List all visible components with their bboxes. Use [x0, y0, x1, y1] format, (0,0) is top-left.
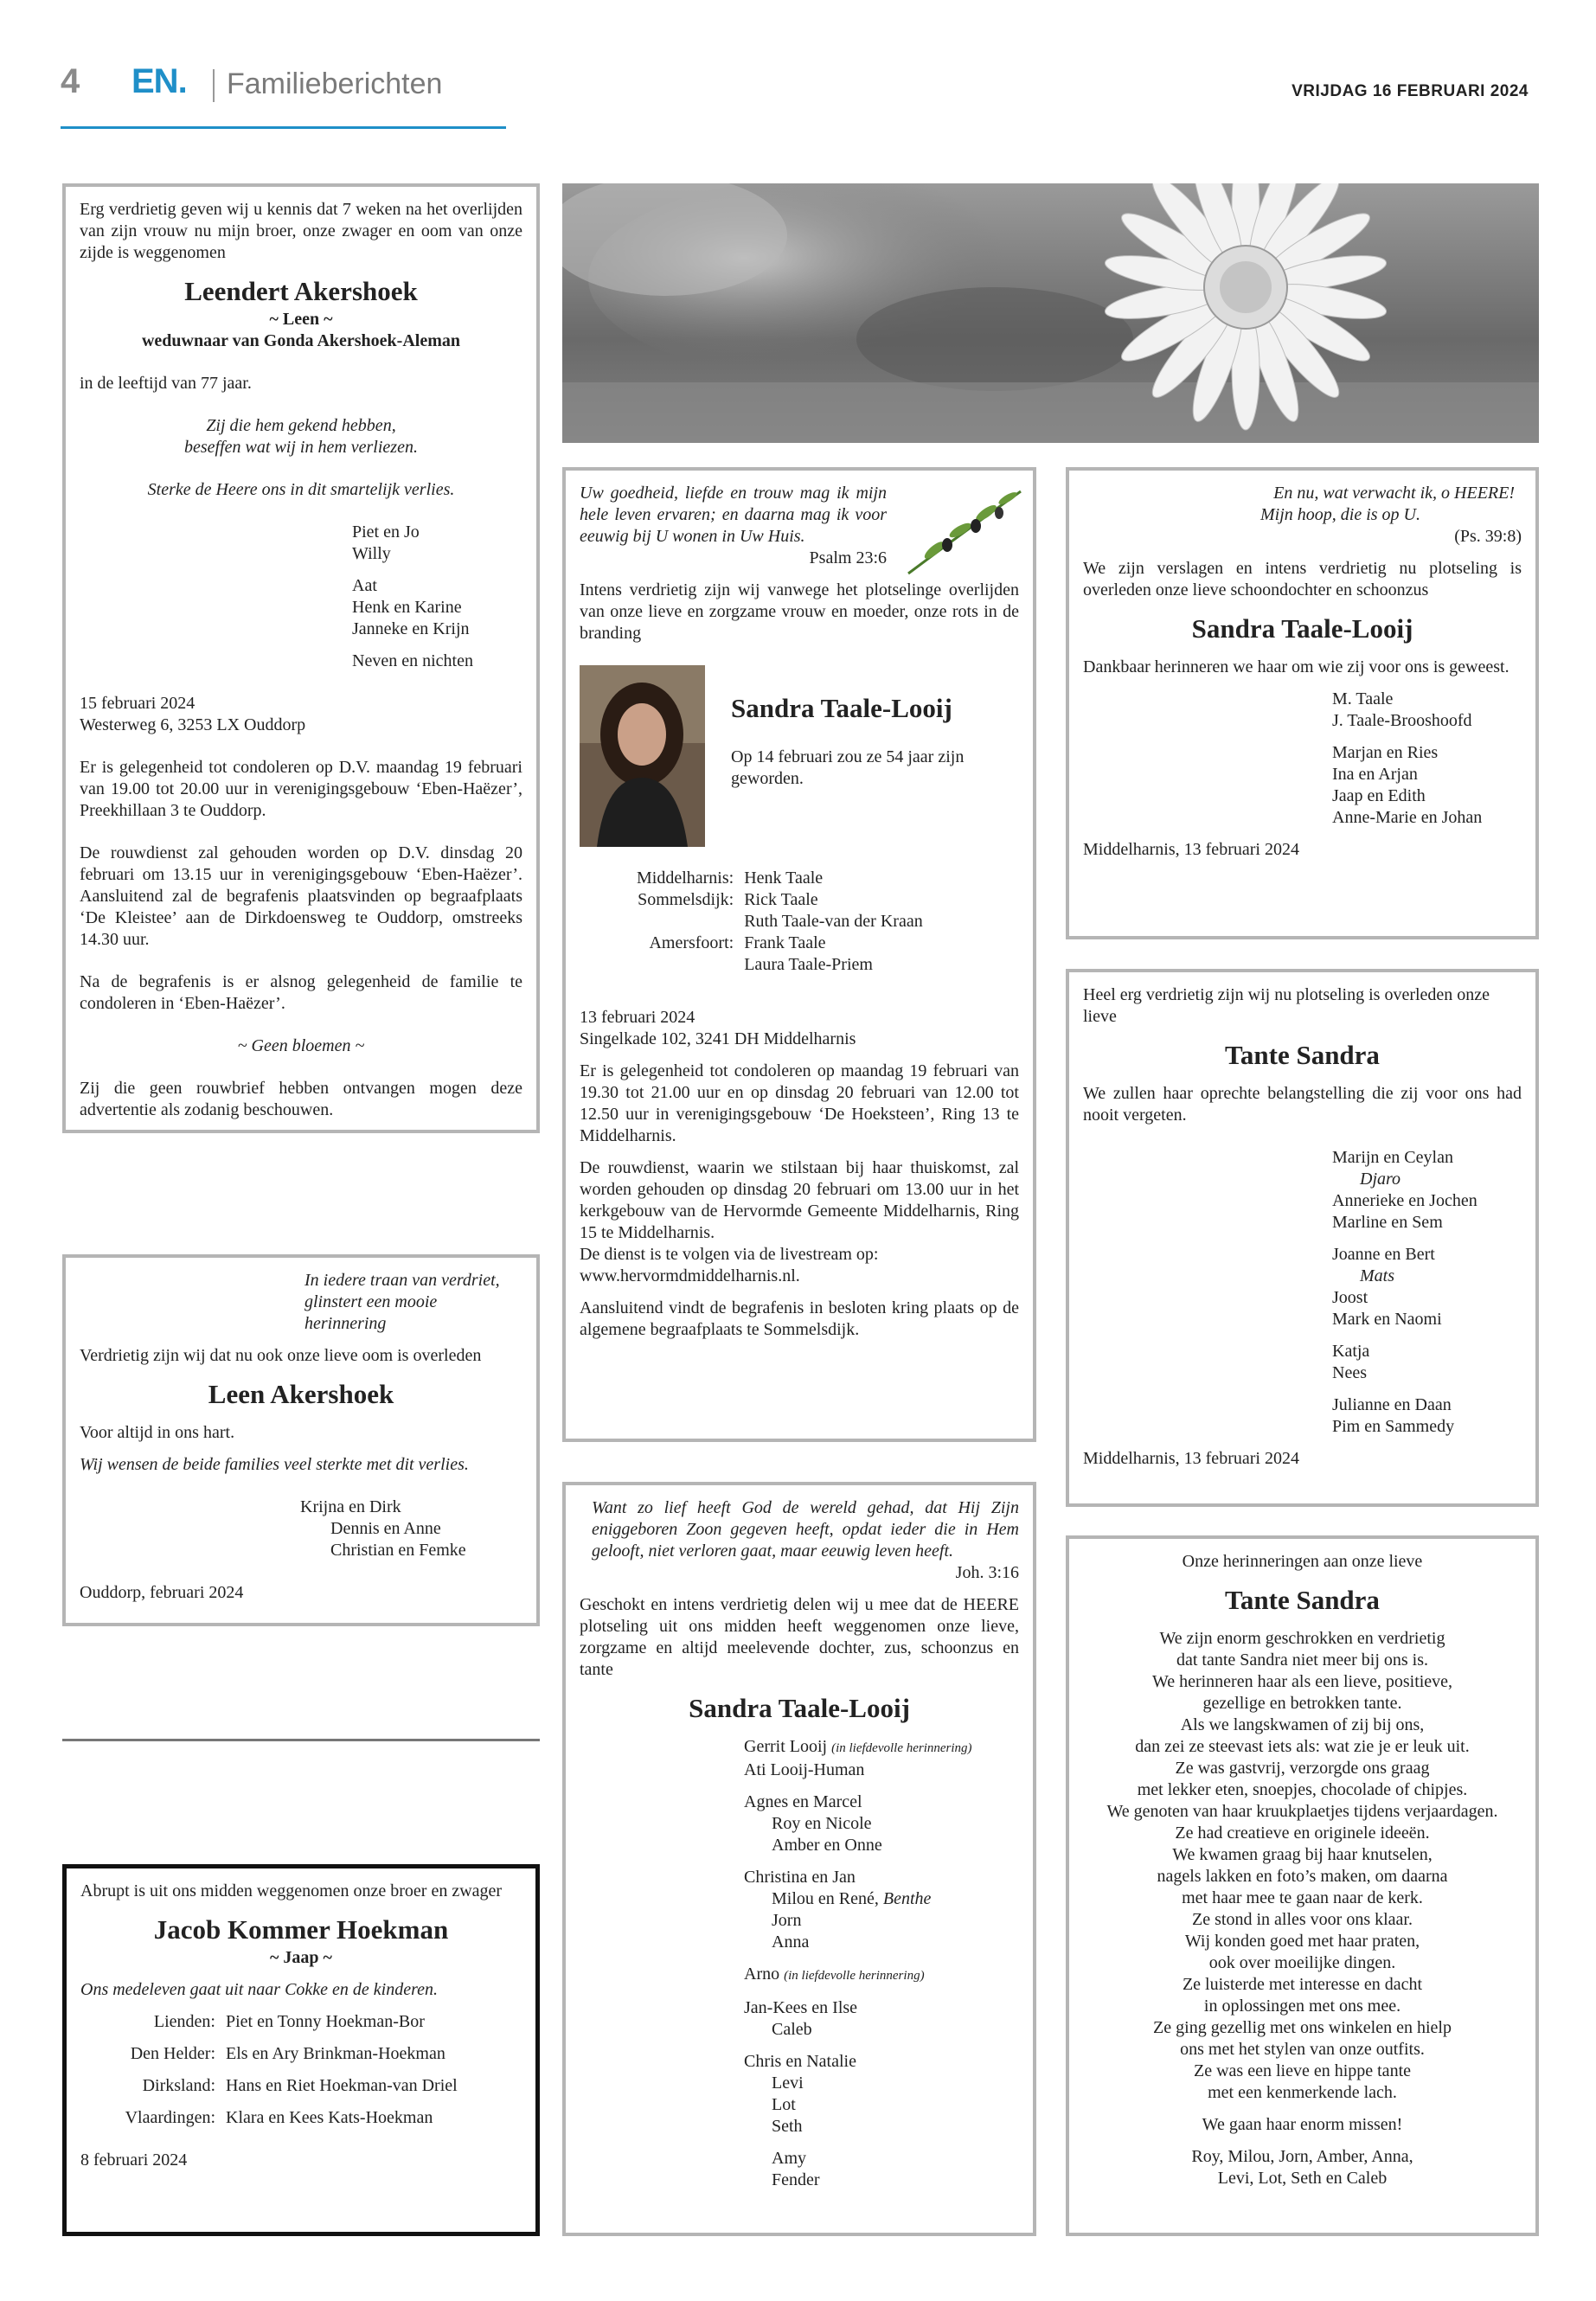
- notice-address: Westerweg 6, 3253 LX Ouddorp: [80, 715, 306, 734]
- family-row: Ruth Taale-van der Kraan: [744, 912, 923, 931]
- family-row: Sommelsdijk: Rick Taale: [638, 890, 818, 909]
- sympathy-line: Ons medeleven gaat uit naar Cokke en de kinderen.: [80, 1980, 439, 1999]
- family-member: Katja: [1332, 1342, 1370, 1361]
- family-member: Pim en Sammedy: [1332, 1417, 1455, 1436]
- poem-line: We kwamen graag bij haar knutselen,: [1172, 1845, 1433, 1864]
- after-text: Na de begrafenis is er alsnog gelegenheid de familie te condoleren in ‘Eben-Haëzer’.: [80, 972, 522, 1013]
- family-member: Arno (in liefdevolle herinnering): [744, 1965, 925, 1984]
- livestream-text: De dienst is te volgen via de livestream op:: [580, 1245, 879, 1264]
- quote-line: Mijn hoop, die is op U.: [1260, 505, 1420, 524]
- notice-text: We zullen haar oprechte belangstelling die zij voor ons had nooit vergeten.: [1083, 1084, 1522, 1125]
- family-member: Ati Looij-Human: [744, 1760, 865, 1779]
- notice-intro: We zijn verslagen en intens verdrietig nu plotseling is overleden onze lieve schoondochter en schoonzus: [1083, 559, 1522, 599]
- family-member: Christina en Jan: [744, 1868, 856, 1887]
- nickname: ~ Jaap ~: [270, 1948, 332, 1967]
- signature: Christian en Femke: [330, 1541, 466, 1560]
- family-table: [631, 868, 928, 976]
- page-number: 4: [61, 62, 80, 100]
- family-member: Willy: [352, 544, 391, 563]
- verse-reference: Psalm 23:6: [809, 548, 887, 567]
- family-table: [115, 2011, 463, 2129]
- poem-line: nagels lakken en foto’s maken, om daarna: [1157, 1867, 1448, 1886]
- family-row: Vlaardingen: Klara en Kees Kats-Hoekman: [125, 2108, 433, 2127]
- deceased-name: Jacob Kommer Hoekman: [153, 1914, 449, 1945]
- deceased-name: Sandra Taale-Looij: [731, 693, 952, 723]
- issue-date: VRIJDAG 16 FEBRUARI 2024: [1292, 82, 1529, 100]
- verse-reference: Joh. 3:16: [955, 1563, 1019, 1582]
- poem-line: Ze was gastvrij, verzorgde ons graag: [1175, 1759, 1430, 1778]
- quote-line: glinstert een mooie herinnering: [304, 1292, 438, 1333]
- family-member: Neven en nichten: [352, 651, 473, 670]
- family-member: Seth: [772, 2117, 803, 2136]
- poem-line: We genoten van haar kruukplaetjes tijdens verjaardagen.: [1106, 1802, 1498, 1821]
- notice-intro: Onze herinneringen aan onze lieve: [1182, 1552, 1423, 1571]
- portrait-photo: [580, 665, 705, 847]
- poem-line: Ze ging gezellig met ons winkelen en hielp: [1153, 2018, 1452, 2037]
- family-member: Joanne en Bert: [1332, 1245, 1435, 1264]
- poem-line: Ze stond in alles voor ons klaar.: [1192, 1910, 1413, 1929]
- deceased-name: Leen Akershoek: [208, 1379, 394, 1409]
- poem-line: Wij konden goed met haar praten,: [1184, 1932, 1420, 1951]
- family-member: Agnes en Marcel: [744, 1792, 862, 1811]
- notice-leen-akershoek: [62, 1254, 540, 1626]
- verse-reference: (Ps. 39:8): [1454, 527, 1522, 546]
- family-member: M. Taale: [1332, 689, 1394, 708]
- notice-text: Voor altijd in ons hart.: [80, 1423, 235, 1442]
- newspaper-logo: EN.: [131, 62, 187, 100]
- signature: Levi, Lot, Seth en Caleb: [1217, 2169, 1388, 2188]
- notice-jacob-hoekman: [62, 1864, 540, 2236]
- family-row: Laura Taale-Priem: [744, 955, 873, 974]
- quote-line: En nu, wat verwacht ik, o HEERE!: [1273, 484, 1515, 503]
- poem-line: Als we langskwamen of zij bij ons,: [1180, 1715, 1425, 1734]
- family-member: Joost: [1332, 1288, 1368, 1307]
- family-member: Nees: [1332, 1363, 1367, 1382]
- poem-line: ons met het stylen van onze outfits.: [1180, 2040, 1425, 2059]
- daisy-image: [562, 183, 1539, 443]
- notice-intro: Abrupt is uit ons midden weggenomen onze broer en zwager: [80, 1881, 503, 1900]
- widower-line: weduwnaar van Gonda Akershoek-Aleman: [141, 331, 461, 350]
- bible-verse: Uw goedheid, liefde en trouw mag ik mijn hele leven ervaren; en daarna mag ik voor eeuwig bij U wonen in Uw Huis.: [580, 484, 887, 546]
- family-member: Fender: [772, 2170, 820, 2189]
- quote-line: In iedere traan van verdriet,: [304, 1271, 500, 1290]
- family-member: Gerrit Looij (in liefdevolle herinnering): [744, 1737, 972, 1756]
- notice-date: 15 februari 2024: [80, 694, 195, 713]
- poem-line: met lekker eten, snoepjes, chocolade of chipjes.: [1137, 1780, 1468, 1799]
- column-divider: [62, 1739, 540, 1741]
- notice-intro: Verdrietig zijn wij dat nu ook onze lieve oom is overleden: [80, 1346, 482, 1365]
- daisy-photo: [562, 183, 1539, 443]
- family-member: Anna: [772, 1932, 810, 1952]
- poem-line: met een kenmerkende lach.: [1208, 2083, 1397, 2102]
- service-text: De rouwdienst zal gehouden worden op D.V. dinsdag 20 februari om 13.15 uur in verenigingsgebouw ‘Eben-Haëzer’. Aansluitend zal de begrafenis plaatsvinden op begraafplaats ‘De Kleistee’ aan de Dirkdoensweg te Ouddorp, omstreeks 14.30 uur.: [80, 843, 522, 949]
- poem-line: in oplossingen met ons mee.: [1203, 1997, 1401, 2016]
- family-row: Middelharnis: Henk Taale: [637, 868, 824, 888]
- poem-line: gezellige en betrokken tante.: [1202, 1694, 1402, 1713]
- no-flowers: ~ Geen bloemen ~: [237, 1036, 365, 1055]
- deceased-name: Sandra Taale-Looij: [689, 1693, 910, 1723]
- quote-line: Zij die hem gekend hebben,: [206, 416, 396, 435]
- poem-line: dat tante Sandra niet meer bij ons is.: [1176, 1650, 1429, 1670]
- livestream-url: www.hervormdmiddelharnis.nl.: [580, 1266, 800, 1285]
- family-member: Henk en Karine: [352, 598, 462, 617]
- notice-text: Wij wensen de beide families veel sterkte met dit verlies.: [80, 1455, 469, 1474]
- poem-line: We herinneren haar als een lieve, positieve,: [1151, 1672, 1453, 1691]
- poem-line: met haar mee te gaan naar de kerk.: [1182, 1888, 1423, 1907]
- place-date: Middelharnis, 13 februari 2024: [1083, 1449, 1299, 1468]
- quote-line: Sterke de Heere ons in dit smartelijk verlies.: [147, 480, 455, 499]
- family-member: Milou en René, Benthe: [772, 1889, 932, 1908]
- notice-address: Singelkade 102, 3241 DH Middelharnis: [580, 1029, 856, 1048]
- place-date: Middelharnis, 13 februari 2024: [1083, 840, 1299, 859]
- poem-line: dan zei ze steevast iets als: wat zie je er leuk uit.: [1135, 1737, 1470, 1756]
- notice-note: Zij die geen rouwbrief hebben ontvangen mogen deze advertentie als zodanig beschouwen.: [80, 1079, 522, 1119]
- family-row: Amersfoort: Frank Taale: [649, 933, 826, 952]
- notice-intro: Geschokt en intens verdrietig delen wij u mee dat de HEERE plotseling uit ons midden heeft weggenomen onze lieve, zorgzame en altijd meelevende dochter, zus, schoonzus en tante: [580, 1595, 1019, 1679]
- family-row: Den Helder: Els en Ary Brinkman-Hoekman: [130, 2044, 445, 2063]
- family-member: Roy en Nicole: [772, 1814, 872, 1833]
- signature: Krijna en Dirk: [300, 1497, 401, 1516]
- family-member: Aat: [352, 576, 377, 595]
- miss-line: We gaan haar enorm missen!: [1202, 2115, 1403, 2134]
- family-member: Amy: [772, 2149, 806, 2168]
- deceased-name: Leendert Akershoek: [184, 276, 418, 306]
- nickname: ~ Leen ~: [269, 310, 333, 329]
- family-member: Marline en Sem: [1332, 1213, 1443, 1232]
- logo-separator: [213, 69, 215, 102]
- family-row: Lienden: Piet en Tonny Hoekman-Bor: [153, 2012, 425, 2031]
- deceased-name: Tante Sandra: [1225, 1040, 1380, 1070]
- notice-sandra-taale-inlaws: [1066, 467, 1539, 939]
- memory-poem: [1083, 1628, 1522, 2189]
- signature: Dennis en Anne: [330, 1519, 441, 1538]
- family-member: Levi: [772, 2073, 804, 2093]
- poem-line: We zijn enorm geschrokken en verdrietig: [1159, 1629, 1445, 1648]
- bible-verse: Want zo lief heeft God de wereld gehad, dat Hij Zijn eniggeboren Zoon gegeven heeft, opdat ieder die in Hem gelooft, niet verloren gaat, maar eeuwig leven heeft.: [592, 1498, 1019, 1561]
- notice-date: 8 februari 2024: [80, 2150, 188, 2170]
- quote-line: beseffen wat wij in hem verliezen.: [184, 438, 418, 457]
- notice-tante-sandra-memories: [1066, 1535, 1539, 2236]
- family-member: Chris en Natalie: [744, 2052, 856, 2071]
- family-member: Mark en Naomi: [1332, 1310, 1442, 1329]
- notice-sandra-looij-family: [562, 1482, 1036, 2236]
- poem-line: Ze luisterde met interesse en dacht: [1182, 1975, 1423, 1994]
- thanks-text: Dankbaar herinneren we haar om wie zij voor ons is geweest.: [1083, 657, 1509, 676]
- family-member: Jorn: [772, 1911, 802, 1930]
- family-row: Dirksland: Hans en Riet Hoekman-van Driel: [142, 2076, 458, 2095]
- notice-leendert-akershoek: [62, 183, 540, 1133]
- section-title: Familieberichten: [227, 67, 443, 100]
- service-text: De rouwdienst, waarin we stilstaan bij haar thuiskomst, zal worden gehouden op dinsdag 20 februari om 13.00 uur in het kerkgebouw van de Hervormde Gemeente Middelharnis, Ring 15 te Middelharnis.: [580, 1158, 1019, 1242]
- notice-intro: Erg verdrietig geven wij u kennis dat 7 weken na het overlijden van zijn vrouw nu mijn broer, onze zwager en oom van onze zijde is weggenomen: [80, 200, 522, 262]
- family-member: Lot: [772, 2095, 796, 2114]
- poem-line: Ze had creatieve en originele ideeën.: [1175, 1823, 1430, 1843]
- deceased-name: Sandra Taale-Looij: [1191, 613, 1413, 644]
- family-member: Ina en Arjan: [1332, 765, 1418, 784]
- notice-intro: Intens verdrietig zijn wij vanwege het plotselinge overlijden van onze lieve en zorgzame vrouw en moeder, onze rots in de branding: [580, 580, 1019, 643]
- family-member: Annerieke en Jochen: [1332, 1191, 1477, 1210]
- header-rule: [61, 126, 506, 129]
- birthday-line: Op 14 februari zou ze 54 jaar zijn geworden.: [731, 747, 965, 788]
- poem-line: Ze was een lieve en hippe tante: [1194, 2061, 1411, 2080]
- condolence-text: Er is gelegenheid tot condoleren op maandag 19 februari van 19.30 tot 21.00 uur en op dinsdag 20 februari van 12.00 tot 12.50 uur in verenigingsgebouw ‘De Hoeksteen’, Ring 13 te Middelharnis.: [580, 1061, 1019, 1145]
- family-member: Julianne en Daan: [1332, 1395, 1452, 1414]
- family-member: Janneke en Krijn: [352, 619, 470, 638]
- notice-sandra-taale-family: [562, 467, 1036, 1442]
- signature: Roy, Milou, Jorn, Amber, Anna,: [1191, 2147, 1413, 2166]
- family-member: Piet en Jo: [352, 522, 420, 542]
- condolence-text: Er is gelegenheid tot condoleren op D.V. maandag 19 februari van 19.00 tot 20.00 uur in verenigingsgebouw ‘Eben-Haëzer’, Preekhillaan 3 te Ouddorp.: [80, 758, 522, 820]
- olive-branch-icon: [900, 483, 1029, 578]
- family-member: Jaap en Edith: [1332, 786, 1426, 805]
- family-member: Amber en Onne: [772, 1836, 882, 1855]
- family-member: Jan-Kees en Ilse: [744, 1998, 858, 2017]
- notice-date: 13 februari 2024: [580, 1008, 695, 1027]
- deceased-name: Tante Sandra: [1225, 1585, 1380, 1615]
- age-line: in de leeftijd van 77 jaar.: [80, 374, 252, 393]
- family-member: J. Taale-Brooshoofd: [1332, 711, 1472, 730]
- notice-intro: Heel erg verdrietig zijn wij nu plotseling is overleden onze lieve: [1083, 985, 1490, 1026]
- family-member: Djaro: [1360, 1170, 1401, 1189]
- portrait-image: [580, 665, 705, 847]
- family-member: Anne-Marie en Johan: [1332, 808, 1483, 827]
- burial-text: Aansluitend vindt de begrafenis in besloten kring plaats op de algemene begraafplaats te Sommelsdijk.: [580, 1298, 1019, 1339]
- family-member: Mats: [1360, 1266, 1394, 1285]
- family-member: Marjan en Ries: [1332, 743, 1439, 762]
- family-member: Marijn en Ceylan: [1332, 1148, 1453, 1167]
- notice-tante-sandra: [1066, 969, 1539, 1507]
- poem-line: ook over moeilijke dingen.: [1208, 1953, 1396, 1972]
- family-member: Caleb: [772, 2020, 812, 2039]
- place-date: Ouddorp, februari 2024: [80, 1583, 244, 1602]
